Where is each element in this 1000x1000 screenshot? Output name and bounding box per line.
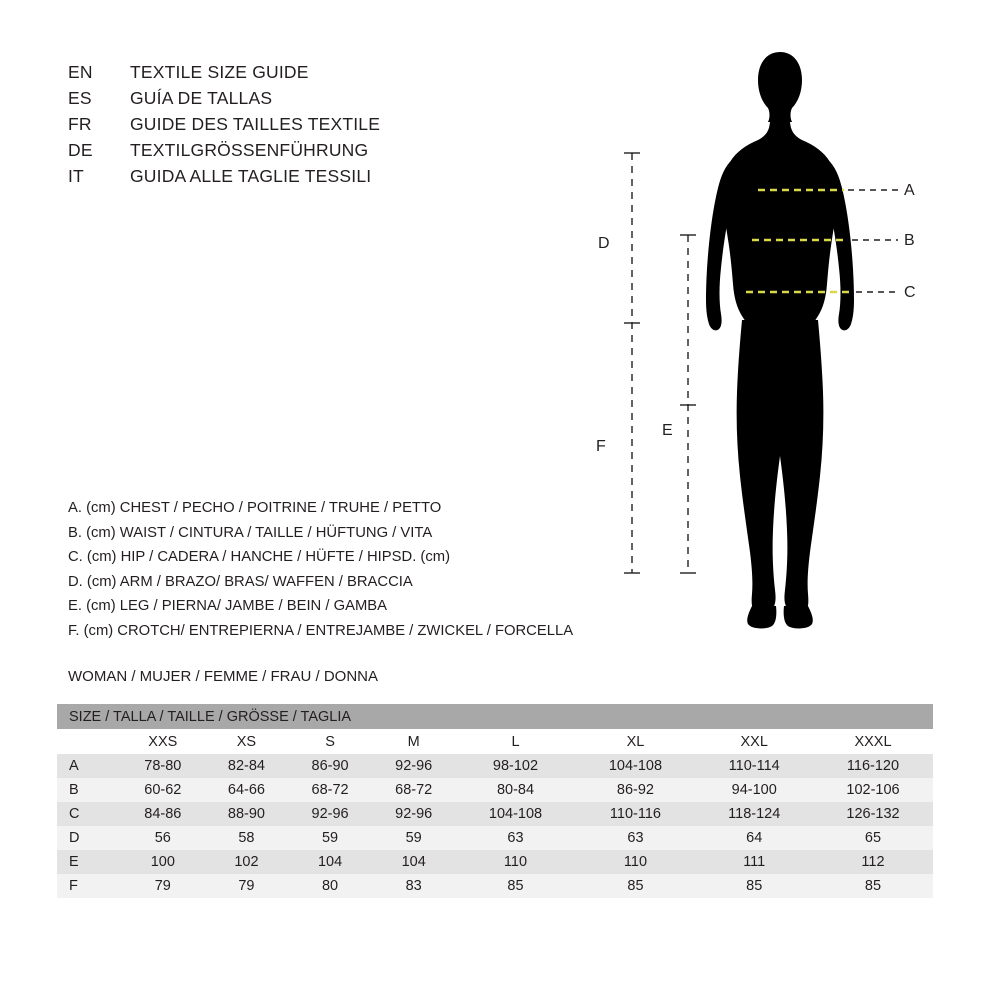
table-cell: 68-72 xyxy=(372,778,456,802)
table-cell: 59 xyxy=(372,826,456,850)
table-cell: 102-106 xyxy=(813,778,933,802)
table-row xyxy=(57,754,933,778)
label-f: F xyxy=(596,438,606,455)
table-cell: 56 xyxy=(121,826,205,850)
table-cell: 85 xyxy=(575,874,695,898)
table-cell: 110 xyxy=(456,850,576,874)
table-cell: 79 xyxy=(205,874,289,898)
table-cell: 94-100 xyxy=(695,778,813,802)
table-cell: 64-66 xyxy=(205,778,289,802)
female-body-silhouette xyxy=(706,52,854,628)
title-language-code: FR xyxy=(68,114,92,134)
table-cell: 85 xyxy=(813,874,933,898)
table-cell: 92-96 xyxy=(288,802,372,826)
legend-item: F. (cm) CROTCH/ ENTREPIERNA / ENTREJAMBE / ZWICKEL / FORCELLA xyxy=(68,622,574,639)
title-language-code: IT xyxy=(68,166,84,186)
title-language-code: ES xyxy=(68,88,92,108)
crotch-dimension-bracket xyxy=(680,235,696,573)
size-column-header: XS xyxy=(205,729,289,754)
table-cell: 83 xyxy=(372,874,456,898)
table-row xyxy=(57,826,933,850)
table-cell: 92-96 xyxy=(372,754,456,778)
legend-item: C. (cm) HIP / CADERA / HANCHE / HÜFTE / HIPSD. (cm) xyxy=(68,549,451,565)
size-column-header: M xyxy=(372,729,456,754)
table-cell: 102 xyxy=(205,850,289,874)
measurement-row-label: C xyxy=(57,802,121,826)
label-b: B xyxy=(904,232,915,249)
table-row xyxy=(57,850,933,874)
table-cell: 82-84 xyxy=(205,754,289,778)
title-language-text: GUIDE DES TAILLES TEXTILE xyxy=(130,114,381,134)
table-cell: 63 xyxy=(456,826,576,850)
table-cell: 58 xyxy=(205,826,289,850)
table-cell: 110-116 xyxy=(575,802,695,826)
table-cell: 111 xyxy=(695,850,813,874)
table-cell: 64 xyxy=(695,826,813,850)
measurement-diagram xyxy=(580,20,980,660)
table-cell: 85 xyxy=(456,874,576,898)
table-cell: 104-108 xyxy=(456,802,576,826)
table-cell: 116-120 xyxy=(813,754,933,778)
title-language-code: EN xyxy=(68,62,93,82)
table-cell: 88-90 xyxy=(205,802,289,826)
label-a: A xyxy=(904,182,915,199)
table-cell: 80-84 xyxy=(456,778,576,802)
table-cell: 85 xyxy=(695,874,813,898)
table-cell: 86-92 xyxy=(575,778,695,802)
table-cell: 68-72 xyxy=(288,778,372,802)
title-language-text: GUIDA ALLE TAGLIE TESSILI xyxy=(130,166,372,186)
table-cell: 126-132 xyxy=(813,802,933,826)
title-block xyxy=(68,62,380,192)
table-row xyxy=(57,778,933,802)
table-cell: 110 xyxy=(575,850,695,874)
label-e: E xyxy=(662,422,673,439)
label-c: C xyxy=(904,284,916,301)
table-row xyxy=(57,802,933,826)
measurement-row-label: D xyxy=(57,826,121,850)
title-language-code: DE xyxy=(68,140,93,160)
table-cell: 79 xyxy=(121,874,205,898)
table-cell: 104-108 xyxy=(575,754,695,778)
title-row xyxy=(68,88,380,114)
legend-item: A. (cm) CHEST / PECHO / POITRINE / TRUHE / PETTO xyxy=(68,500,442,516)
table-cell: 112 xyxy=(813,850,933,874)
table-cell: 110-114 xyxy=(695,754,813,778)
size-column-header: XL xyxy=(575,729,695,754)
table-cell: 100 xyxy=(121,850,205,874)
size-column-header: S xyxy=(288,729,372,754)
table-sizes-row xyxy=(57,729,933,754)
size-row-corner xyxy=(57,729,121,754)
group-label: WOMAN / MUJER / FEMME / FRAU / DONNA xyxy=(68,668,378,685)
title-language-text: TEXTILGRÖSSENFÜHRUNG xyxy=(130,140,369,160)
size-column-header: L xyxy=(456,729,576,754)
table-cell: 118-124 xyxy=(695,802,813,826)
size-column-header: XXS xyxy=(121,729,205,754)
title-language-text: TEXTILE SIZE GUIDE xyxy=(130,62,309,82)
table-cell: 65 xyxy=(813,826,933,850)
title-row xyxy=(68,114,380,140)
table-cell: 92-96 xyxy=(372,802,456,826)
legend-item: B. (cm) WAIST / CINTURA / TAILLE / HÜFTUNG / VITA xyxy=(68,524,433,541)
title-row xyxy=(68,62,380,88)
table-cell: 78-80 xyxy=(121,754,205,778)
table-header-label: SIZE / TALLA / TAILLE / GRÖSSE / TAGLIA xyxy=(57,704,933,729)
table-cell: 104 xyxy=(372,850,456,874)
size-column-header: XXL xyxy=(695,729,813,754)
table-cell: 98-102 xyxy=(456,754,576,778)
size-column-header: XXXL xyxy=(813,729,933,754)
legend-item: D. (cm) ARM / BRAZO/ BRAS/ WAFFEN / BRACCIA xyxy=(68,573,413,590)
table-cell: 80 xyxy=(288,874,372,898)
table-row xyxy=(57,874,933,898)
table-header-row xyxy=(57,704,933,729)
table-cell: 86-90 xyxy=(288,754,372,778)
legend-item: E. (cm) LEG / PIERNA/ JAMBE / BEIN / GAMBA xyxy=(68,598,388,614)
title-row xyxy=(68,166,380,192)
measurement-row-label: F xyxy=(57,874,121,898)
measurement-legend xyxy=(68,500,573,647)
table-cell: 63 xyxy=(575,826,695,850)
measurement-row-label: A xyxy=(57,754,121,778)
table-cell: 60-62 xyxy=(121,778,205,802)
table-cell: 59 xyxy=(288,826,372,850)
measurement-row-label: E xyxy=(57,850,121,874)
title-row xyxy=(68,140,380,166)
title-language-text: GUÍA DE TALLAS xyxy=(130,88,273,108)
label-d: D xyxy=(598,235,610,252)
table-cell: 104 xyxy=(288,850,372,874)
measurement-leaders xyxy=(848,190,898,292)
size-table xyxy=(57,704,933,898)
arm-dimension-bracket xyxy=(624,153,640,573)
measurement-row-label: B xyxy=(57,778,121,802)
table-cell: 84-86 xyxy=(121,802,205,826)
